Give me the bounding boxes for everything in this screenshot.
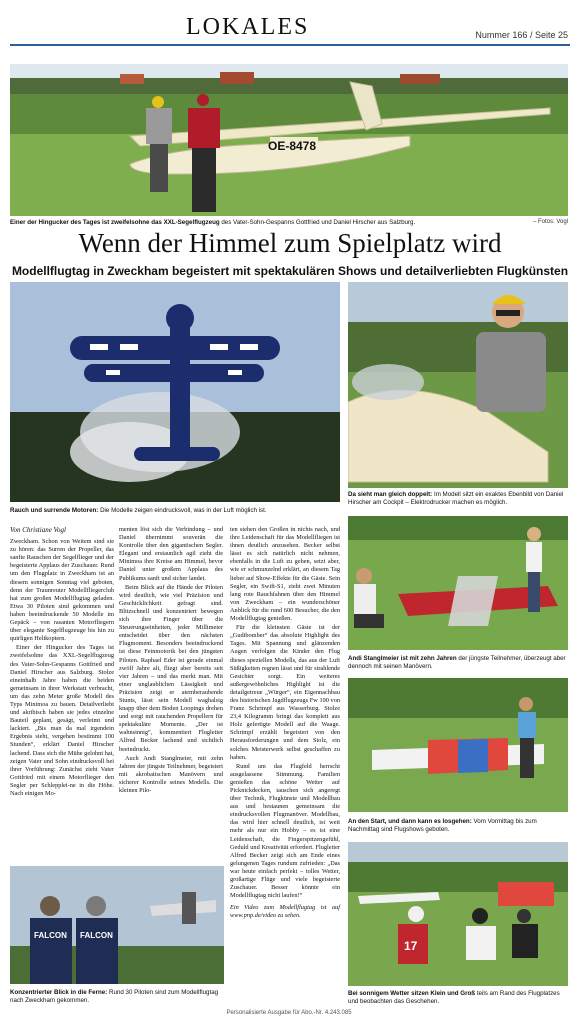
start-caption-text: Vom Vormittag bis zum Nachmittag sind Flugshows geboten. — [348, 818, 537, 833]
paragraph: Rund um das Flugfeld herrscht ausgelassene Stimmung. Familien genießen das schöne Wetter auf Picknickdecken, tauschen sich angeregt über Technik, Flugkünste und Modellbau aus und bestaunen gemeinsam die eindrucksvollen Flugmanöver. Modellbau, das wird hier schnell deutlich, ist weit mehr als nur ein Hobby – es ist eine Leidenschaft, die Fingerspitzengefühl, Geduld und Kreativität erfordert. Flugleiter Alfred Becker zeigt sich am Ende eines gelungenen Tages rundum zufrieden: „Das war heute einfach perfekt – tolles Wetter, großartige Flüge und viele begeisterte Zuschauer. Besser könnte ein Modellflugtag nicht laufen!“ — [230, 762, 340, 900]
biplane-caption-text: Die Modelle zeigen eindrucksvoll, was in der Luft möglich ist. — [100, 507, 267, 514]
glider-photo-image — [10, 64, 568, 216]
article-column-2 — [119, 526, 223, 796]
andi-caption — [348, 655, 568, 671]
crowd-caption-bold: Bei sonnigem Wetter sitzen Klein und Groß — [348, 990, 476, 997]
pilot-caption-text: Im Modell sitzt ein exaktes Ebenbild von Daniel Hirscher am Cockpit – Elektrodrucker machen es möglich. — [348, 491, 564, 506]
andi-caption-text: der jüngste Teilnehmer, überzeugt aber dennoch mit seinen Manövern. — [348, 655, 566, 670]
caption-bold: Einer der Hingucker des Tages ist zweifelsohne das XXL-Segelflugzeug — [10, 219, 220, 226]
issue-info — [475, 30, 568, 40]
photo-credit: – Fotos: Vogl — [532, 219, 568, 225]
paragraph: ten stehen den Großen in nichts nach, und ihre Leidenschaft für das Modellfliegen ist ihnen deutlich anzusehen. Becker selbst lässt es sich natürlich nicht nehmen, ebenfalls in die Luft zu gehen, setzt aber, wie er schmunzelnd erklärt, an diesem Tag lieber auf Show-Effekte für die Gäste. Sein Segler, ein Swift-S1, zieht zwei Minuten lang rote Rauchfahnen über den Himmel von Zweckham – ein wunderschöner Anblick für die rund 600 Besucher, die den Modellflugtag genießen. — [230, 526, 340, 623]
biplane-caption-bold: Rauch und surrende Motoren: — [10, 507, 99, 514]
paragraph: menten löst sich die Verbindung – und Daniel übernimmt souverän die Kontrolle über den gigantischen Segler. Elegant und erstaunlich agil zieht die Minimoa ihre Kreise am Himmel, bevor Daniel unter großem Applaus des Publikums sanft und sicher landet. — [119, 526, 223, 582]
caption-text: des Vater-Sohn-Gespanns Gottfried und Daniel Hirscher aus Salzburg. — [221, 219, 416, 226]
andi-photo — [348, 516, 568, 650]
team-image — [10, 866, 224, 984]
masthead — [10, 14, 570, 46]
crowd-image — [348, 842, 568, 986]
biplane-image — [10, 282, 340, 502]
andi-caption-bold: Andi Stanglmeier ist mit zehn Jahren — [348, 655, 457, 662]
biplane-caption — [10, 507, 340, 515]
paragraph: Für die kleinsten Gäste ist der „Gudibomber“ das absolute Highlight des Tages. Mit Spannung und glänzenden Augen verfolgen die Kinder den Flug dieses speziellen Modells, das aus der Luft Süßigkeiten regnen lässt und für strahlende Gesichter sorgt. Ein weiteres außergewöhnliches Highlight ist die detailgetreue „Würger“, ein Eigennachbau des historischen Jagdflugzeugs Fw 190 von Franz Schrimpf aus Wasserburg. Stolze 23,4 Kilogramm bringt das komplett aus Holz gefertigte Modell auf die Waage. Schrimpf erzählt begeistert von den Herausforderungen und dem Stolz, ein solches Meisterwerk selbst geschaffen zu haben. — [230, 624, 340, 761]
team-photo — [10, 866, 224, 984]
issue-separator: / — [529, 30, 533, 40]
footer: Personalisierte Ausgabe für Abo.-Nr. 4.243.085 — [226, 1010, 352, 1016]
video-note: Ein Video zum Modellflugtag ist auf www.pnp.de/video zu sehen. — [230, 904, 340, 920]
pilot-photo — [348, 282, 568, 488]
pilot-caption — [348, 491, 568, 507]
start-image — [348, 678, 568, 812]
top-photo — [10, 64, 568, 216]
author: Von Christiane Vogl — [10, 526, 67, 534]
team-shirt-1: FALCON — [34, 931, 67, 940]
top-photo-caption — [10, 219, 490, 227]
biplane-photo — [10, 282, 340, 502]
issue-number: Nummer 166 — [475, 30, 528, 40]
team-caption-bold: Konzentrierter Blick in die Ferne: — [10, 989, 108, 996]
article-column-3 — [230, 526, 340, 920]
pilot-caption-bold: Da sieht man gleich doppelt: — [348, 491, 433, 498]
crowd-caption — [348, 990, 568, 1006]
andi-image — [348, 516, 568, 650]
article-column-1 — [10, 526, 114, 799]
start-caption — [348, 818, 568, 834]
paragraph: Beim Blick auf die Hände der Piloten wird deutlich, wie viel Präzision und Geschicklichkeit gefragt sind. Blitzschnell und konzentriert bewegen sich ihre Finger über die Steuerungseinheiten, jeder Millimeter entscheidet über den nächsten Flugmoment. Besonders beeindruckend ist diese Feinmotorik bei den jüngsten Piloten. Raphael Eder ist gerade einmal zwölf Jahre alt, fliegt aber bereits seit vier Jahren – und das merkt man. Mit einer unglaublichen Lässigkeit und Präzision zeigt er atemberaubende Stunts, lässt sein Modell waghalsig knapp über dem Boden Loopings drehen und sorgt mit rauchenden Propellern für spektakuläre Momente. „Der ist wahnsinnig“, kommentiert Flugleiter Alfred Becker lachend und sichtlich beeindruckt. — [119, 583, 223, 753]
start-caption-bold: An den Start, und dann kann es losgehen: — [348, 818, 472, 825]
subheadline: Modellflugtag in Zweckham begeistert mit spektakulären Shows und detailverliebten Flugkünsten — [11, 264, 569, 278]
team-caption — [10, 989, 224, 1005]
headline: Wenn der Himmel zum Spielplatz wird — [78, 228, 502, 258]
crowd-photo — [348, 842, 568, 986]
kid-shirt-number: 17 — [404, 939, 418, 953]
crowd-caption-text: teils am Rand des Flugplatzes und beobachten das Geschehen. — [348, 990, 560, 1005]
pilot-image — [348, 282, 568, 488]
section-title: LOKALES — [186, 14, 310, 40]
paragraph: Zweckham. Schon von Weitem sind sie zu hören: das Surren der Propeller, das sanfte Rauschen der Segelflieger und der begeisterte Applaus der Zuschauer. Rund um den Flugplatz in Zweckham ist an diesem sonnigen Sonntag viel geboten, denn der Traunreuter Modellfliegerclub hat zum großen Modellflugtag geladen. Etwa 30 Piloten sind gekommen und haben beeindruckende 50 Modelle im Gepäck – von rasanten Motorfliegern über elegante Segelflugzeuge bis hin zu quirligen Helikoptern. — [10, 538, 114, 643]
start-photo — [348, 678, 568, 812]
team-shirt-2: FALCON — [80, 931, 113, 940]
page-number: Seite 25 — [534, 30, 568, 40]
paragraph: Auch Andi Stanglmeier, mit zehn Jahren der jüngste Teilnehmer, begeistert mit akrobatischen Manövern und sicherer Kontrolle seines Modells. Die kleinen Pilo- — [119, 754, 223, 794]
header-rule — [10, 44, 570, 46]
glider-registration: OE-8478 — [268, 139, 317, 153]
team-caption-text: Rund 30 Piloten sind zum Modellflugtag nach Zweckham gekommen. — [10, 989, 219, 1004]
paragraph: Einer der Hingucker des Tages ist zweifelsohne das XXL-Segelflugzeug des Vater-Sohn-Gespanns Gottfried und Daniel Hirscher aus Salzburg. Stolze eineinhalb Jahre haben die beiden gemeinsam in ihrer Werkstatt verbracht, um das zehn Meter große Modell des Typs Minimoa zu bauen. Detailverliebt und akribisch haben sie jedes einzelne Bauteil geplant, gesägt, verleimt und lackiert. „Bis man da mal irgendein Ergebnis sieht, vergehen bestimmt 100 Stunden“, erklärt Daniel Hirscher lachend. Dass sich die Mühe gelohnt hat, zeigen Vater und Sohn eindrucksvoll bei ihrer Vorführung: Zunächst zieht Vater Gottfried mit einem Motorflieger den Segler per Schlepplei-ne in die Höhe. Nach einigen Mo- — [10, 644, 114, 797]
